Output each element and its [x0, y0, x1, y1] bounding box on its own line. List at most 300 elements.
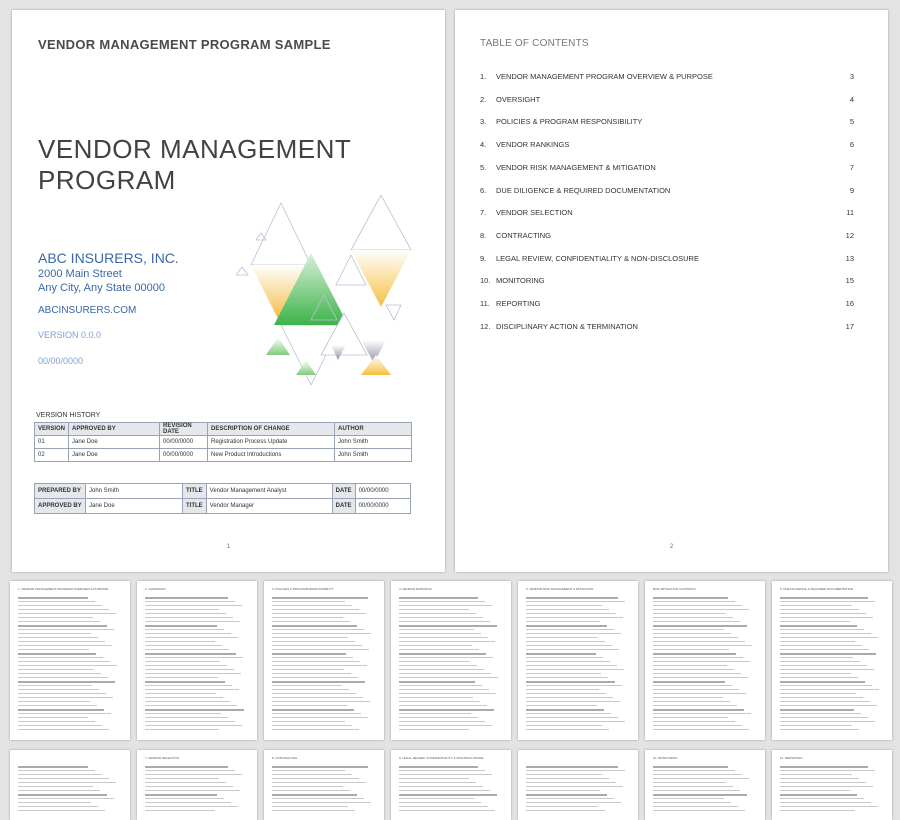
thumbnail-text-line	[653, 774, 742, 775]
thumbnail-text-line	[780, 778, 859, 779]
thumbnail-text-line	[272, 725, 352, 726]
thumbnail-text-line	[145, 806, 238, 807]
col-approved-by: APPROVED BY	[69, 423, 160, 436]
thumbnail-text-line	[780, 601, 875, 602]
thumbnail-text-line	[526, 685, 622, 686]
thumbnail-text-line	[653, 657, 743, 658]
thumbnail-text-line	[18, 709, 104, 711]
thumbnail-text-line	[780, 673, 851, 674]
version-history-table	[34, 422, 412, 462]
thumbnail-text-line	[272, 657, 353, 658]
thumbnail-text-line	[653, 693, 746, 694]
thumbnail-text-line	[653, 629, 724, 630]
thumbnail-text-line	[653, 766, 728, 768]
thumbnail-text-line	[18, 621, 100, 622]
page-thumbnail[interactable]	[137, 581, 257, 740]
thumbnail-text-line	[18, 633, 91, 634]
col-revision-date: REVISION DATE	[160, 423, 208, 436]
thumbnail-text-line	[145, 725, 242, 726]
thumbnail-text-line	[145, 633, 231, 634]
thumbnail-text-line	[145, 709, 244, 711]
toc-entry[interactable]	[480, 95, 854, 105]
page-thumbnail[interactable]	[10, 581, 130, 740]
toc-entry-title: DISCIPLINARY ACTION & TERMINATION	[496, 321, 638, 331]
thumbnail-text-line	[272, 798, 364, 799]
table-cell: New Product Introductions	[208, 449, 335, 462]
thumbnail-text-line	[780, 701, 870, 702]
thumbnail-text-line	[399, 641, 495, 642]
toc-entry-page: 11	[846, 208, 854, 218]
toc-entry-title: CONTRACTING	[496, 230, 551, 240]
thumbnail-text-line	[145, 677, 218, 678]
thumbnail-text-line	[18, 721, 95, 722]
table-cell: John Smith	[335, 449, 412, 462]
thumbnail-text-line	[526, 713, 611, 714]
thumbnail-text-line	[780, 766, 868, 768]
thumbnail-text-line	[653, 794, 747, 796]
thumbnail-text-line	[780, 713, 861, 714]
thumbnail-text-line	[526, 601, 625, 602]
version-history-title: VERSION HISTORY	[36, 412, 101, 419]
thumbnail-text-line	[145, 729, 219, 730]
thumbnail-text-line	[18, 613, 116, 614]
table-cell: Jane Doe	[69, 449, 160, 462]
thumbnail-text-line	[780, 693, 856, 694]
thumbnail-text-line	[780, 786, 873, 787]
thumbnail-text-line	[653, 601, 735, 602]
thumbnail-text-line	[145, 794, 217, 796]
toc-entry-title: VENDOR SELECTION	[496, 208, 573, 218]
thumbnail-text-line	[272, 717, 368, 718]
toc-entry-number: 11.	[480, 299, 490, 308]
thumbnail-text-line	[653, 701, 730, 702]
toc-entry-title: OVERSIGHT	[496, 94, 541, 104]
thumbnail-text-line	[526, 693, 606, 694]
thumbnail-text-line	[399, 637, 488, 638]
thumbnail-text-line	[780, 774, 852, 775]
thumbnail-heading: 4. VENDOR RANKINGS	[399, 587, 432, 591]
thumbnail-text-line	[653, 613, 726, 614]
toc-entry-title: VENDOR RISK MANAGEMENT & MITIGATION	[496, 162, 656, 172]
toc-entry-title: POLICIES & PROGRAM RESPONSIBILITY	[496, 117, 643, 127]
thumbnail-text-line	[653, 597, 728, 599]
thumbnail-text-line	[653, 717, 728, 718]
toc-entry-title: VENDOR MANAGEMENT PROGRAM OVERVIEW & PURPOSE	[496, 72, 713, 81]
thumbnail-text-line	[145, 766, 228, 768]
toc-entry-page: 16	[845, 299, 854, 308]
thumbnail-text-line	[145, 701, 230, 702]
toc-entry-number: 1.	[480, 72, 487, 81]
thumbnail-text-line	[526, 721, 625, 722]
toc-entry[interactable]	[480, 117, 854, 127]
thumbnail-text-line	[145, 657, 243, 658]
toc-entry[interactable]	[480, 208, 854, 218]
thumbnail-text-line	[526, 790, 600, 791]
thumbnail-text-line	[653, 625, 747, 627]
col-author: AUTHOR	[335, 423, 412, 436]
thumbnail-text-line	[399, 802, 481, 803]
thumbnail-text-line	[399, 798, 474, 799]
thumbnail-text-line	[780, 613, 866, 614]
thumbnail-text-line	[780, 633, 871, 634]
thumbnail-text-line	[780, 665, 867, 666]
thumbnail-text-line	[526, 705, 597, 706]
thumbnail-text-line	[272, 677, 358, 678]
thumbnail-text-line	[780, 629, 864, 630]
thumbnail-text-line	[145, 774, 242, 775]
thumbnail-text-line	[399, 605, 492, 606]
thumbnail-text-line	[18, 701, 90, 702]
thumbnail-text-line	[780, 810, 855, 811]
thumbnail-text-line	[399, 697, 473, 698]
thumbnail-heading: RISK MITIGATION CONTROLS	[653, 587, 696, 591]
thumbnail-heading: 1. VENDOR MANAGEMENT PROGRAM OVERVIEW & PURPOSE	[18, 587, 109, 591]
thumbnail-text-line	[18, 629, 114, 630]
thumbnail-text-line	[272, 721, 345, 722]
thumbnail-text-line	[780, 653, 876, 655]
thumbnail-text-line	[526, 729, 609, 730]
signoff-name: Jane Doe	[86, 499, 183, 514]
thumbnail-text-line	[526, 798, 614, 799]
thumbnail-text-line	[526, 770, 625, 771]
page-thumbnail[interactable]	[645, 581, 765, 740]
thumbnail-text-line	[653, 709, 744, 711]
thumbnail-text-line	[18, 605, 102, 606]
thumbnail-text-line	[272, 665, 367, 666]
thumbnail-text-line	[780, 609, 859, 610]
signoff-title-label: TITLE	[183, 499, 207, 514]
thumbnail-text-line	[780, 725, 852, 726]
signoff-date-label: DATE	[332, 499, 355, 514]
thumbnail-text-line	[653, 721, 735, 722]
thumbnail-text-line	[399, 653, 486, 655]
thumbnail-text-line	[526, 725, 602, 726]
toc-entry[interactable]	[480, 163, 854, 173]
thumbnail-text-line	[780, 617, 873, 618]
col-version: VERSION	[35, 423, 69, 436]
thumbnail-text-line	[272, 597, 368, 599]
thumbnail-text-line	[145, 601, 235, 602]
signoff-row-prepared	[35, 484, 411, 499]
triangle-graphic	[236, 195, 416, 390]
toc-entry[interactable]	[480, 231, 854, 241]
thumbnail-text-line	[399, 621, 490, 622]
thumbnail-text-line	[780, 717, 868, 718]
thumbnail-text-line	[526, 677, 608, 678]
signoff-title: Vendor Management Analyst	[206, 484, 332, 499]
thumbnail-text-line	[272, 806, 348, 807]
company-name: ABC INSURERS, INC.	[38, 250, 179, 266]
thumbnail-text-line	[399, 729, 469, 730]
signoff-name: John Smith	[86, 484, 183, 499]
address-line-2: Any City, Any State 00000	[38, 282, 165, 294]
thumbnail-text-line	[399, 669, 484, 670]
thumbnail-text-line	[145, 597, 228, 599]
thumbnail-text-line	[399, 806, 488, 807]
thumbnail-text-line	[526, 794, 607, 796]
thumbnail-text-line	[653, 621, 740, 622]
page-thumbnail[interactable]	[772, 581, 892, 740]
thumbnail-text-line	[145, 802, 231, 803]
thumbnail-text-line	[653, 786, 733, 787]
thumbnail-text-line	[653, 798, 724, 799]
thumbnail-text-line	[18, 693, 106, 694]
thumbnail-text-line	[145, 810, 215, 811]
thumbnail-text-line	[18, 649, 89, 650]
thumbnail-text-line	[526, 633, 621, 634]
thumbnail-text-line	[399, 657, 493, 658]
thumbnail-text-line	[526, 645, 612, 646]
thumbnail-text-line	[18, 794, 107, 796]
thumbnail-text-line	[526, 649, 619, 650]
thumbnail-text-line	[653, 637, 738, 638]
thumbnail-text-line	[653, 705, 737, 706]
table-row	[35, 436, 412, 449]
thumbnail-text-line	[272, 729, 359, 730]
thumbnail-text-line	[526, 717, 618, 718]
thumbnail-text-line	[272, 653, 346, 655]
thumbnail-text-line	[780, 681, 865, 683]
thumbnail-text-line	[780, 782, 866, 783]
thumbnail-text-line	[399, 794, 497, 796]
thumbnail-text-line	[18, 601, 95, 602]
thumbnail-text-line	[399, 677, 498, 678]
signoff-role: PREPARED BY	[35, 484, 86, 499]
thumbnail-text-line	[526, 625, 607, 627]
thumbnail-text-line	[399, 629, 474, 630]
thumbnail-text-line	[526, 669, 624, 670]
thumbnail-text-line	[272, 629, 364, 630]
toc-entry[interactable]	[480, 299, 854, 309]
toc-entry-title: DUE DILIGENCE & REQUIRED DOCUMENTATION	[496, 185, 671, 195]
thumbnail-text-line	[18, 689, 99, 690]
toc-entry-number: 9.	[480, 253, 487, 263]
thumbnail-text-line	[780, 689, 879, 690]
thumbnail-text-line	[18, 609, 109, 610]
toc-entry-title: REPORTING	[496, 299, 541, 308]
thumbnail-text-line	[272, 649, 369, 650]
thumbnail-text-line	[780, 802, 871, 803]
thumbnail-text-line	[526, 657, 603, 658]
thumbnail-text-line	[653, 645, 752, 646]
thumbnail-text-line	[653, 810, 745, 811]
signoff-date: 00/00/0000	[355, 484, 410, 499]
thumbnail-text-line	[145, 798, 224, 799]
thumbnail-text-line	[145, 617, 233, 618]
thumbnail-text-line	[145, 713, 221, 714]
toc-entry[interactable]	[480, 186, 854, 196]
thumbnail-text-line	[526, 697, 613, 698]
thumbnail-text-line	[272, 778, 359, 779]
thumbnail-text-line	[272, 693, 356, 694]
thumbnail-text-line	[526, 629, 614, 630]
thumbnail-text-line	[526, 689, 599, 690]
thumbnail-text-line	[780, 657, 853, 658]
table-header-row	[35, 423, 412, 436]
table-cell: Registration Process Update	[208, 436, 335, 449]
thumbnail-text-line	[18, 790, 100, 791]
thumbnail-text-line	[399, 766, 478, 768]
thumbnail-text-line	[272, 637, 348, 638]
thumbnail-text-line	[526, 782, 616, 783]
thumbnail-text-line	[526, 806, 598, 807]
thumbnail-text-line	[145, 605, 242, 606]
page-thumbnail[interactable]	[518, 581, 638, 740]
thumbnail-text-line	[145, 786, 233, 787]
thumbnail-text-line	[780, 605, 852, 606]
thumbnail-text-line	[780, 709, 854, 711]
thumbnail-text-line	[272, 770, 345, 771]
thumbnail-text-line	[272, 633, 371, 634]
thumbnail-text-line	[272, 782, 366, 783]
thumbnail-text-line	[780, 621, 850, 622]
version-label: VERSION 0.0.0	[38, 330, 102, 340]
signoff-title-label: TITLE	[183, 484, 207, 499]
thumbnail-text-line	[145, 661, 220, 662]
thumbnail-text-line	[653, 609, 749, 610]
thumbnail-text-line	[526, 774, 602, 775]
thumbnail-text-line	[272, 681, 365, 683]
thumbnail-text-line	[145, 613, 226, 614]
thumbnail-text-line	[272, 641, 355, 642]
thumbnail-text-line	[272, 669, 344, 670]
thumbnail-text-line	[272, 661, 360, 662]
thumbnail-text-line	[272, 709, 354, 711]
thumbnail-text-line	[272, 605, 352, 606]
thumbnail-text-line	[145, 645, 222, 646]
thumbnail-text-line	[653, 677, 748, 678]
page-number: 2	[669, 544, 674, 550]
thumbnail-text-line	[653, 790, 740, 791]
toc-entry[interactable]	[480, 254, 854, 264]
thumbnail-text-line	[18, 597, 88, 599]
toc-entry-number: 2.	[480, 94, 487, 104]
thumbnail-text-line	[399, 685, 482, 686]
page-thumbnail[interactable]	[264, 581, 384, 740]
thumbnail-text-line	[145, 665, 227, 666]
thumbnail-text-line	[18, 770, 95, 771]
thumbnail-text-line	[18, 677, 108, 678]
thumbnail-text-line	[18, 782, 116, 783]
thumbnail-text-line	[18, 665, 117, 666]
toc-entry-page: 7	[849, 162, 854, 172]
toc-entry-page: 6	[849, 140, 854, 150]
thumbnail-text-line	[526, 681, 615, 683]
thumbnail-text-line	[526, 661, 610, 662]
thumbnail-text-line	[653, 653, 736, 655]
thumbnail-text-line	[18, 806, 98, 807]
thumbnail-text-line	[526, 641, 605, 642]
thumbnail-text-line	[145, 717, 228, 718]
thumbnail-text-line	[653, 806, 738, 807]
toc-entry[interactable]	[480, 322, 854, 332]
thumbnail-text-line	[145, 621, 240, 622]
thumbnail-text-line	[399, 786, 483, 787]
thumbnail-text-line	[399, 770, 485, 771]
thumbnail-text-line	[272, 621, 350, 622]
thumbnail-text-line	[780, 705, 877, 706]
thumbnail-text-line	[399, 625, 497, 627]
thumbnail-text-line	[526, 810, 605, 811]
thumbnail-text-line	[653, 802, 731, 803]
thumbnail-text-line	[526, 621, 600, 622]
thumbnail-heading: 6. DUE DILIGENCE & REQUIRED DOCUMENTATION	[780, 587, 854, 591]
thumbnail-text-line	[526, 766, 618, 768]
toc-entry-page: 17	[845, 321, 854, 331]
thumbnail-text-line	[653, 689, 739, 690]
toc-entry[interactable]	[480, 140, 854, 150]
thumbnail-text-line	[272, 766, 368, 768]
thumbnail-text-line	[653, 713, 751, 714]
thumbnail-text-line	[18, 625, 107, 627]
thumbnail-text-line	[653, 729, 749, 730]
thumbnail-text-line	[18, 697, 113, 698]
thumbnail-text-line	[272, 689, 349, 690]
thumbnail-text-line	[653, 649, 729, 650]
signoff-date-label: DATE	[332, 484, 355, 499]
thumbnail-text-line	[272, 625, 357, 627]
thumbnail-text-line	[526, 665, 617, 666]
thumbnail-text-line	[399, 701, 480, 702]
thumbnail-text-line	[399, 649, 479, 650]
toc-entry[interactable]	[480, 72, 854, 82]
thumbnail-text-line	[526, 617, 623, 618]
thumbnail-text-line	[145, 721, 235, 722]
thumbnail-text-line	[780, 798, 864, 799]
toc-entry-page: 15	[845, 276, 854, 286]
thumbnail-text-line	[653, 673, 741, 674]
thumbnail-heading: 8. CONTRACTING	[272, 756, 298, 760]
thumbnail-text-line	[18, 673, 101, 674]
thumbnail-text-line	[272, 713, 361, 714]
thumbnail-text-line	[399, 609, 469, 610]
signoff-title: Vendor Manager	[206, 499, 332, 514]
thumbnail-heading: 3. POLICIES & PROGRAM RESPONSIBILITY	[272, 587, 334, 591]
thumbnail-text-line	[18, 766, 88, 768]
document-header: VENDOR MANAGEMENT PROGRAM SAMPLE	[38, 37, 331, 52]
thumbnail-text-line	[18, 653, 96, 655]
thumbnail-text-line	[145, 625, 217, 627]
toc-entry-title: MONITORING	[496, 276, 545, 286]
page-thumbnail[interactable]	[391, 581, 511, 740]
thumbnail-text-line	[272, 613, 366, 614]
thumbnail-text-line	[145, 609, 219, 610]
toc-entry[interactable]	[480, 276, 854, 286]
cover-page	[12, 10, 445, 572]
thumbnail-text-line	[780, 661, 860, 662]
thumbnail-text-line	[653, 669, 734, 670]
thumbnail-text-line	[780, 625, 857, 627]
table-cell: John Smith	[335, 436, 412, 449]
thumbnail-text-line	[18, 669, 94, 670]
toc-entry-number: 5.	[480, 162, 487, 172]
thumbnail-text-line	[18, 778, 109, 779]
thumbnail-text-line	[526, 701, 620, 702]
thumbnail-text-line	[399, 597, 478, 599]
thumbnail-text-line	[653, 778, 749, 779]
signoff-role: APPROVED BY	[35, 499, 86, 514]
toc-entry-page: 9	[849, 185, 854, 195]
thumbnail-text-line	[145, 653, 236, 655]
thumbnail-text-line	[272, 802, 371, 803]
thumbnail-text-line	[653, 725, 742, 726]
thumbnail-text-line	[780, 697, 863, 698]
thumbnail-text-line	[399, 790, 490, 791]
thumbnail-text-line	[145, 770, 235, 771]
col-description: DESCRIPTION OF CHANGE	[208, 423, 335, 436]
thumbnail-text-line	[18, 810, 105, 811]
thumbnail-text-line	[18, 617, 93, 618]
